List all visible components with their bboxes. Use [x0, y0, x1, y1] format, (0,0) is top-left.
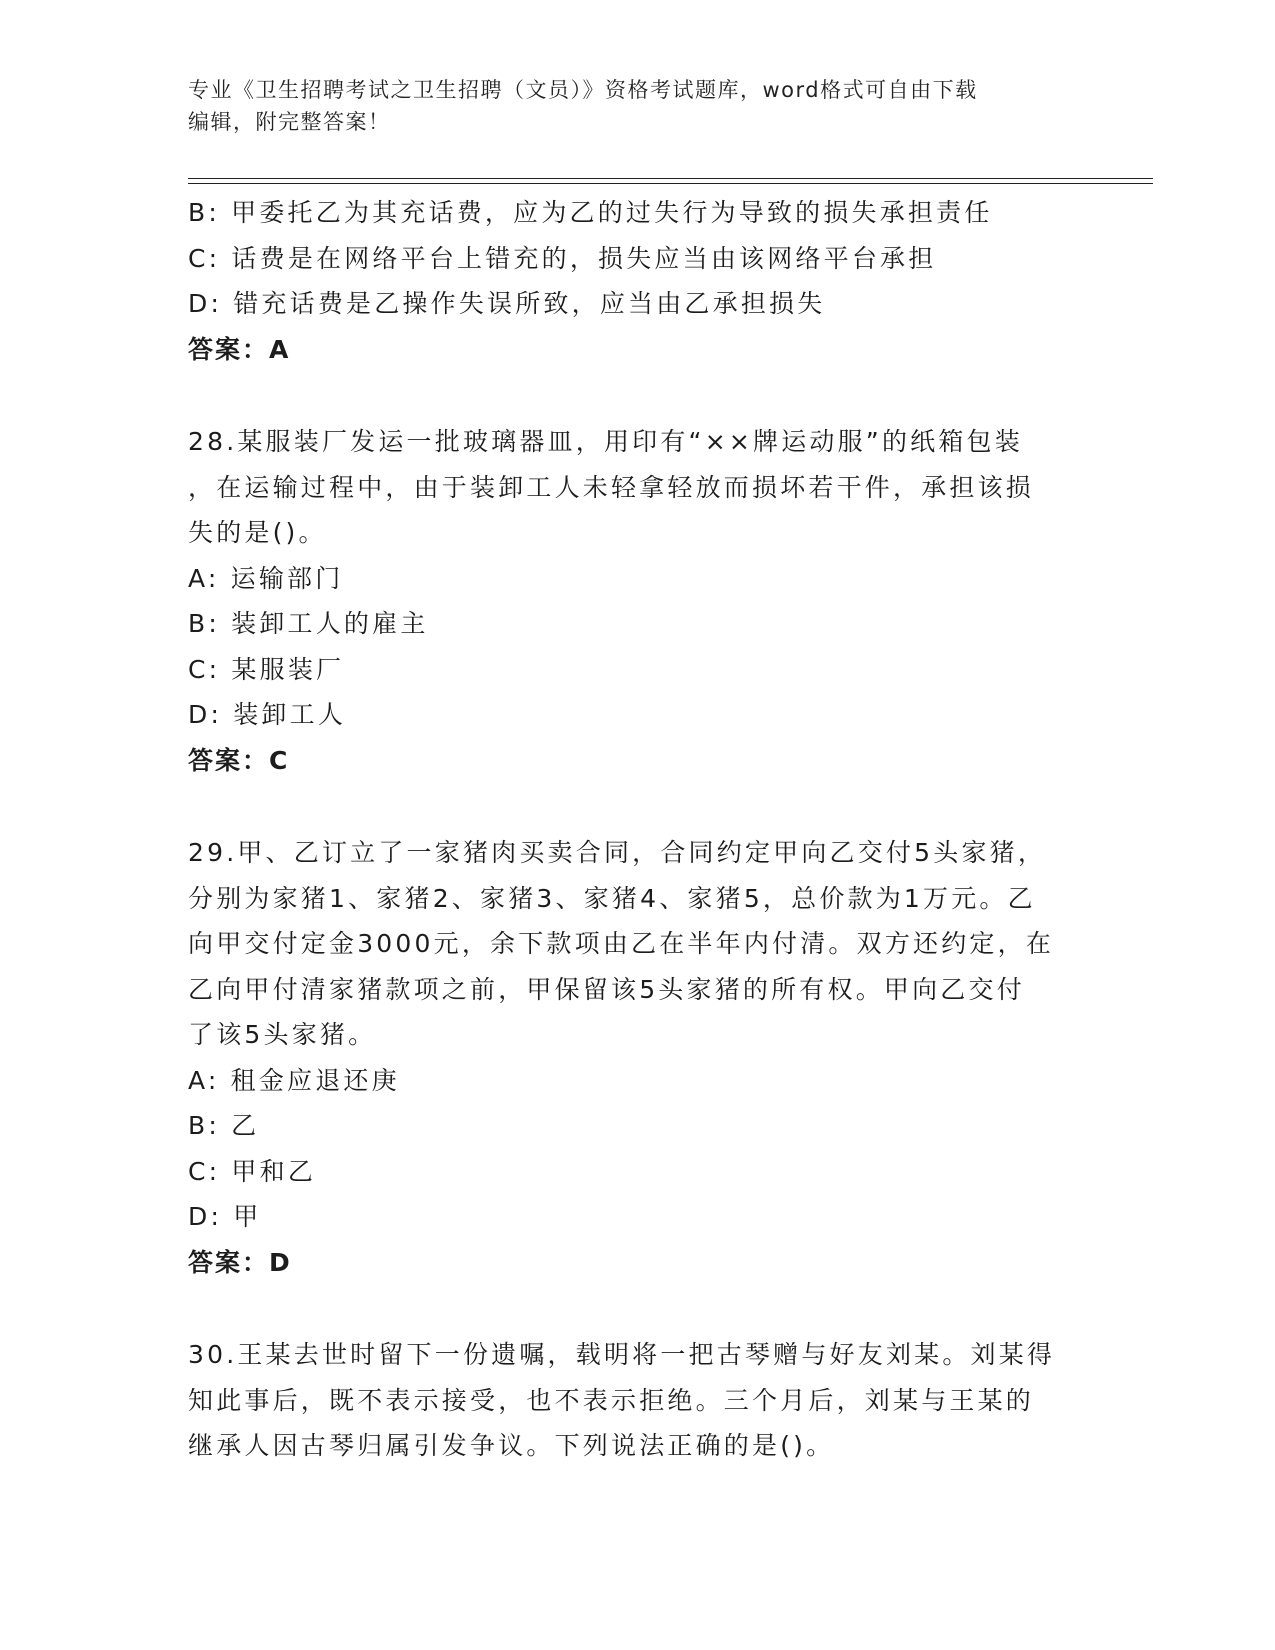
question-stem-line: 30.王某去世时留下一份遗嘱，载明将一把古琴赠与好友刘某。刘某得: [188, 1340, 1056, 1369]
prev-question-block: [188, 190, 1088, 372]
question-stem-line: 28.某服装厂发运一批玻璃器皿，用印有“××牌运动服”的纸箱包装: [188, 427, 1023, 456]
option-b: B: 装卸工人的雇主: [188, 609, 429, 638]
option-c: C: 某服装厂: [188, 654, 345, 684]
option-a: A: 租金应退还庚: [188, 1065, 400, 1095]
spacer: [188, 372, 1088, 419]
option-c: C: 甲和乙: [188, 1156, 317, 1186]
spacer: [188, 1285, 1088, 1332]
question-stem-line: ，在运输过程中，由于装卸工人未轻拿轻放而损坏若干件，承担该损: [188, 472, 1035, 502]
option-d: D: 装卸工人: [188, 700, 347, 729]
question-stem-line: 向甲交付定金3000元，余下款项由乙在半年内付清。双方还约定，在: [188, 929, 1055, 958]
option-d: D: 甲: [188, 1202, 262, 1231]
question-stem-line: 失的是()。: [188, 518, 327, 547]
question-29-block: [188, 830, 1088, 1285]
answer-line: 答案：D: [188, 1247, 292, 1277]
answer-line: 答案：A: [188, 334, 291, 364]
header-rule-thin: [188, 183, 1153, 184]
option-b: B: 乙: [188, 1111, 260, 1140]
question-28-block: [188, 419, 1088, 783]
question-stem-line: 乙向甲付清家猪款项之前，甲保留该5头家猪的所有权。甲向乙交付: [188, 974, 1025, 1004]
spacer: [188, 783, 1088, 830]
question-stem-line: 了该5头家猪。: [188, 1020, 377, 1049]
question-stem-line: 分别为家猪1、家猪2、家猪3、家猪4、家猪5，总价款为1万元。乙: [188, 883, 1036, 913]
header-rule-thick: [188, 178, 1153, 179]
question-stem-line: 知此事后，既不表示接受，也不表示拒绝。三个月后，刘某与王某的: [188, 1385, 1035, 1415]
option-c: C: 话费是在网络平台上错充的，损失应当由该网络平台承担: [188, 243, 937, 273]
option-d: D: 错充话费是乙操作失误所致，应当由乙承担损失: [188, 289, 826, 318]
document-header: [188, 74, 1088, 138]
header-line-1: 专业《卫生招聘考试之卫生招聘（文员）》资格考试题库，word格式可自由下载: [188, 78, 978, 102]
question-30-block: [188, 1332, 1088, 1469]
question-stem-line: 继承人因古琴归属引发争议。下列说法正确的是()。: [188, 1431, 835, 1460]
question-content: [188, 190, 1088, 1469]
question-stem-line: 29.甲、乙订立了一家猪肉买卖合同，合同约定甲向乙交付5头家猪，: [188, 838, 1047, 867]
header-line-2: 编辑，附完整答案！: [188, 110, 391, 134]
answer-line: 答案：C: [188, 745, 290, 775]
option-a: A: 运输部门: [188, 563, 344, 593]
option-b: B: 甲委托乙为其充话费，应为乙的过失行为导致的损失承担责任: [188, 198, 993, 227]
